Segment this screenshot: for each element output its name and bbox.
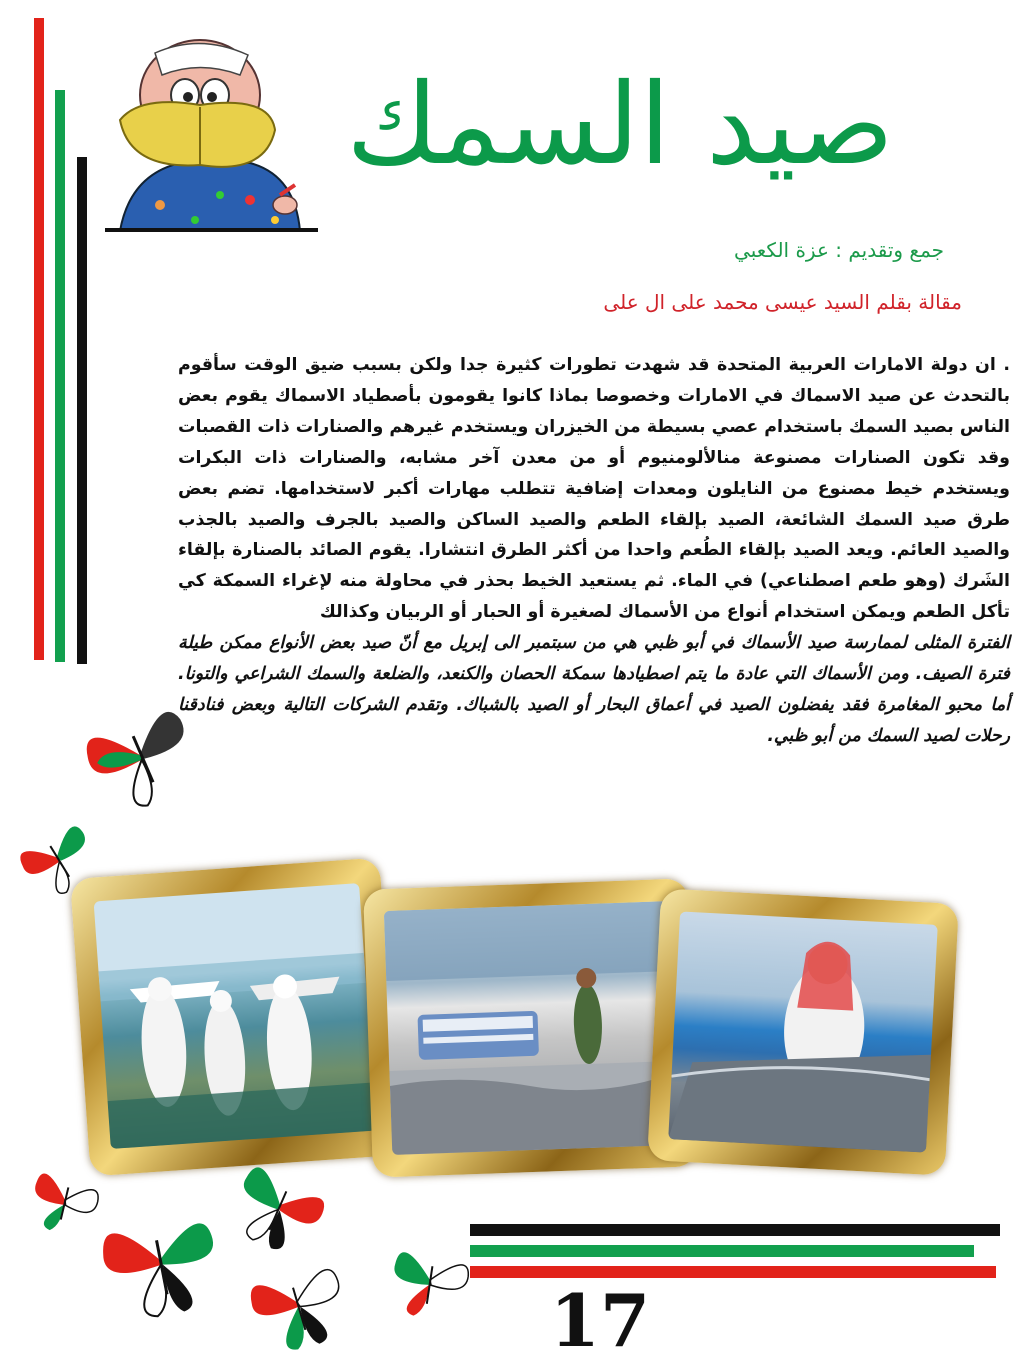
flag-stripe-green	[55, 90, 65, 662]
flag-stripe-red	[34, 18, 44, 660]
page-title: صيد السمك	[346, 60, 894, 190]
article-body	[178, 350, 1010, 752]
footer-stripe-green	[470, 1245, 974, 1257]
photo-fisherman-catch	[668, 911, 938, 1152]
flag-stripe-black	[77, 157, 87, 664]
cartoon-character	[100, 35, 320, 235]
butterfly-icon	[384, 1234, 477, 1327]
butterfly-icon	[90, 1190, 229, 1329]
photo-fishermen-nets	[94, 883, 377, 1149]
footer-stripe-black	[470, 1224, 1000, 1236]
title-underline	[105, 228, 318, 232]
page-number: 17	[549, 1278, 651, 1363]
footer-stripe-red	[470, 1266, 996, 1278]
photo-boat-catch	[384, 901, 677, 1155]
photo-frame-right	[647, 888, 959, 1175]
butterfly-icon	[239, 1244, 355, 1360]
article-byline: مقالة بقلم السيد عيسى محمد على ال على	[603, 290, 962, 314]
article-paragraph-2: الفترة المثلى لممارسة صيد الأسماك في أبو ظبي هي من سبتمبر الى إبريل مع أنّ صيد بعض الأنواع ممكن طيلة فترة الصيف. ومن الأسماك التي عادة ما يتم اصطيادها سمكة الحصان والكنعد، والضلعة والسمك الشراعي والتونا. أما محبو المغامرة فقد يفضلون الصيد في أعماق البحار أو الصيد بالشباك. وتقدم الشركات التالية وبعض فنادقنا رحلات لصيد السمك من أبو ظبي.	[178, 633, 1010, 746]
compiled-by: جمع وتقديم : عزة الكعبي	[734, 238, 944, 262]
article-paragraph-1: . ان دولة الامارات العربية المتحدة قد شهدت تطورات كثيرة جدا ولكن بسبب ضيق الوقت سأقوم بالتحدث عن صيد الاسماك في الامارات وخصوصا بماذا كانوا يقومون بأصطياد الاسماك يقوم بعض الناس بصيد السمك باستخدام عصي بسيطة من الخيزران ويستخدم غيرهم والصنارات ذات القصبات وقد تكون الصنارات مصنوعة منالألومنيوم أو من معدن آخر مشابه، والصنارات ذات البكرات ويستخدم خيط مصنوع من النايلون ومعدات إضافية تتطلب مهارات أكبر لاستخدامها. تضم بعض طرق صيد السمك الشائعة، الصيد بإلقاء الطعم والصيد الساكن والصيد بالجرف والصيد بالجذب والصيد العائم. ويعد الصيد بإلقاء الطُعم واحدا من أكثر الطرق انتشارا. يقوم الصائد بالصنارة بإلقاء الشَرك (وهو طعم اصطناعي) في الماء. ثم يستعيد الخيط بحذر في محاولة منه لإغراء السمكة كي تأكل الطعم ويمكن استخدام أنواع من الأسماك لصغيرة أو الحبار أو الربيان وكذالك	[178, 355, 1010, 623]
photo-frame-left	[70, 858, 400, 1177]
